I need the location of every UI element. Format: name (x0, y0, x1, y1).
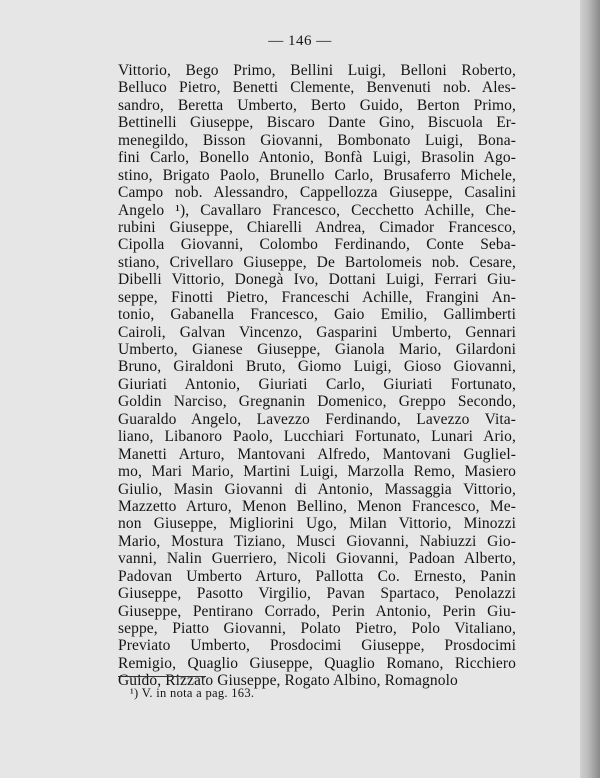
text-line: fini Carlo, Bonello Antonio, Bonfà Luigi, Brasolin Ago- (118, 149, 516, 167)
page-number: — 146 — (268, 33, 332, 49)
text-line: menegildo, Bisson Giovanni, Bombonato Luigi, Bona- (118, 131, 516, 149)
text-line: rubini Giuseppe, Chiarelli Andrea, Cimador Francesco, (118, 218, 516, 236)
text-line: Umberto, Gianese Giuseppe, Gianola Mario, Gilardoni (118, 341, 516, 358)
text-line: Goldin Narciso, Gregnanin Domenico, Greppo Secondo, (118, 393, 516, 411)
text-line: Dibelli Vittorio, Donegà Ivo, Dottani Luigi, Ferrari Giu- (118, 271, 516, 289)
text-line: Giuseppe, Pasotto Virgilio, Pavan Spartaco, Penolazzi (118, 585, 516, 603)
text-line: Bruno, Giraldoni Bruto, Giomo Luigi, Gioso Giovanni, (118, 358, 516, 376)
text-line: Guaraldo Angelo, Lavezzo Ferdinando, Lavezzo Vita- (118, 410, 516, 428)
text-line: sandro, Beretta Umberto, Berto Guido, Berton Primo, (118, 96, 516, 114)
text-line: Giuriati Antonio, Giuriati Carlo, Giuriati Fortunato, (118, 375, 516, 393)
body-text (118, 62, 516, 690)
text-line: Mario, Mostura Tiziano, Musci Giovanni, Nabiuzzi Gio- (118, 532, 516, 550)
text-line: Vittorio, Bego Primo, Bellini Luigi, Belloni Roberto, (118, 62, 516, 79)
text-line: vanni, Nalin Guerriero, Nicoli Giovanni, Padoan Alberto, (118, 550, 516, 568)
text-line: mo, Mari Mario, Martini Luigi, Marzolla Remo, Masiero (118, 463, 516, 481)
text-line: Padovan Umberto Arturo, Pallotta Co. Ernesto, Panin (118, 567, 516, 585)
text-line: Mazzetto Arturo, Menon Bellino, Menon Francesco, Me- (118, 497, 516, 515)
text-line: liano, Libanoro Paolo, Lucchiari Fortunato, Lunari Ario, (118, 428, 516, 446)
text-line: Cairoli, Galvan Vincenzo, Gasparini Umberto, Gennari (118, 323, 516, 341)
text-line: Remigio, Quaglio Giuseppe, Quaglio Romano, Ricchiero (118, 654, 516, 672)
text-line: non Giuseppe, Migliorini Ugo, Milan Vittorio, Minozzi (118, 515, 516, 533)
footnote (130, 686, 254, 701)
text-line: Belluco Pietro, Benetti Clemente, Benvenuti nob. Ales- (118, 79, 516, 97)
text-line: stino, Brigato Paolo, Brunello Carlo, Brusaferro Michele, (118, 166, 516, 184)
text-line: Guido, Rizzato Giuseppe, Rogato Albino, Romagnolo (118, 672, 458, 690)
page-edge-shadow (580, 0, 600, 778)
text-line: Manetti Arturo, Mantovani Alfredo, Mantovani Gugliel- (118, 445, 516, 463)
text-line: seppe, Finotti Pietro, Franceschi Achille, Frangini An- (118, 288, 516, 306)
text-line: Giuseppe, Pentirano Corrado, Perin Antonio, Perin Giu- (118, 602, 516, 620)
text-line: seppe, Piatto Giovanni, Polato Pietro, Polo Vitaliano, (118, 620, 516, 637)
text-line: tonio, Gabanella Francesco, Gaio Emilio, Gallimberti (118, 306, 516, 324)
footnote-marker: ¹) (130, 686, 139, 700)
footnote-rule (118, 676, 206, 677)
footnote-text: V. in nota a pag. 163. (141, 686, 255, 700)
text-line: Bettinelli Giuseppe, Biscaro Dante Gino, Biscuola Er- (118, 114, 516, 132)
text-line: stiano, Crivellaro Giuseppe, De Bartolomeis nob. Cesare, (118, 253, 516, 271)
text-line: Campo nob. Alessandro, Cappellozza Giuseppe, Casalini (118, 184, 516, 202)
text-line: Angelo ¹), Cavallaro Francesco, Cecchetto Achille, Che- (118, 201, 516, 219)
text-line: Giulio, Masin Giovanni di Antonio, Massaggia Vittorio, (118, 480, 516, 498)
text-line: Previato Umberto, Prosdocimi Giuseppe, Prosdocimi (118, 637, 516, 655)
text-line: Cipolla Giovanni, Colombo Ferdinando, Conte Seba- (118, 236, 516, 254)
